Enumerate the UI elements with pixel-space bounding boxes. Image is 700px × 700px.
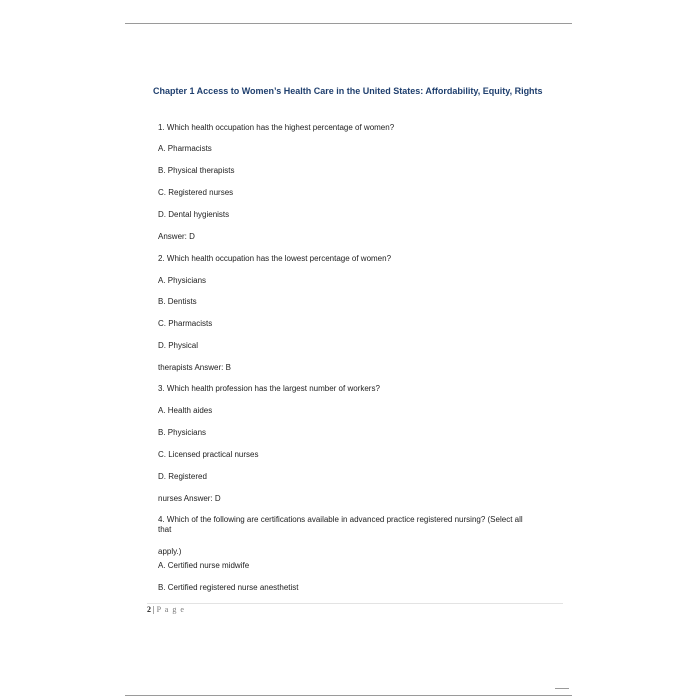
question-3: 3. Which health profession has the largest number of workers? [158,384,380,393]
top-rule [125,23,572,24]
question-4-continued: apply.) [158,547,182,556]
q3-option-d: D. Registered [158,472,207,481]
q3-answer: nurses Answer: D [158,494,221,503]
page-number-separator: | [151,605,157,614]
q4-option-a: A. Certified nurse midwife [158,561,250,570]
q2-option-c: C. Pharmacists [158,319,213,328]
q2-option-a: A. Physicians [158,276,207,285]
page-number-value: 2 [147,605,151,614]
q1-option-c: C. Registered nurses [158,188,234,197]
q1-answer: Answer: D [158,232,195,241]
question-4: 4. Which of the following are certifications available in advanced practice registered nursing? (Select all that [158,515,523,534]
q1-option-b: B. Physical therapists [158,166,235,175]
q1-option-a: A. Pharmacists [158,144,212,153]
bottom-rule [125,695,572,696]
footer-rule [147,603,563,604]
q1-option-d: D. Dental hygienists [158,210,230,219]
q4-option-b: B. Certified registered nurse anesthetist [158,583,299,592]
page-number [147,605,185,615]
page-word: P a g e [156,605,185,614]
chapter-heading: Chapter 1 Access to Women’s Health Care in the United States: Affordability, Equity, Rights [153,86,543,96]
q2-option-b: B. Dentists [158,297,197,306]
question-2: 2. Which health occupation has the lowest percentage of women? [158,254,392,263]
question-1: 1. Which health occupation has the highest percentage of women? [158,123,395,132]
q3-option-a: A. Health aides [158,406,213,415]
q2-answer: therapists Answer: B [158,363,231,372]
q3-option-b: B. Physicians [158,428,207,437]
q2-option-d: D. Physical [158,341,199,350]
q3-option-c: C. Licensed practical nurses [158,450,259,459]
bottom-mark [555,688,569,689]
